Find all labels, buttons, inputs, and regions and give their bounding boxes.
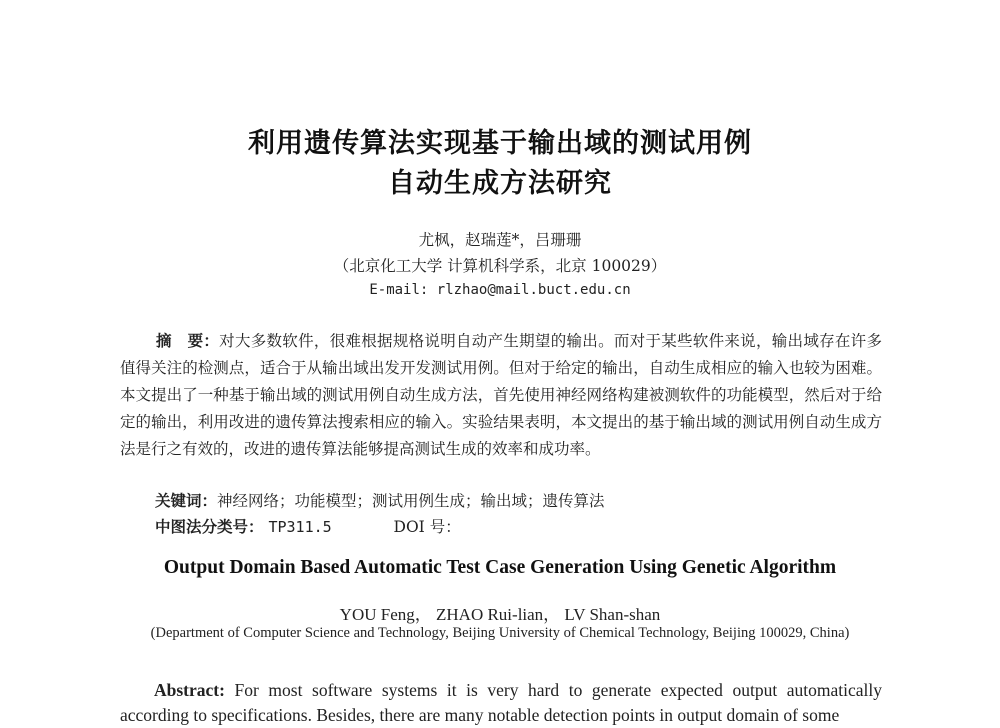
- en-affiliation: (Department of Computer Science and Technology, Beijing University of Chemical Technology, Beijing 100029, China): [150, 625, 850, 641]
- cn-abstract-label: 摘 要：: [156, 332, 220, 350]
- clc-value: TP311.5: [268, 518, 332, 536]
- clc-label: 中图法分类号：: [155, 518, 264, 536]
- en-abstract-text: For most software systems it is very hard to generate expected output automatically according to specifications. Besides, there are many notable detection points in output domain of some: [120, 680, 883, 725]
- en-abstract-label: Abstract:: [154, 680, 225, 700]
- cn-title-line-1: 利用遗传算法实现基于输出域的测试用例: [248, 128, 752, 159]
- en-authors: YOU Feng， ZHAO Rui-lian， LV Shan-shan: [339, 605, 661, 624]
- cn-keywords-text: 神经网络；功能模型；测试用例生成；输出域；遗传算法: [217, 492, 605, 510]
- author-email: E-mail: rlzhao@mail.buct.edu.cn: [369, 282, 631, 298]
- en-abstract: [120, 678, 882, 728]
- cn-abstract: [120, 328, 882, 463]
- cn-title-line-2: 自动生成方法研究: [388, 168, 612, 199]
- cn-keywords: [155, 489, 605, 511]
- cn-affiliation: （北京化工大学 计算机科学系，北京 100029）: [333, 257, 667, 275]
- doi-label: DOI 号：: [393, 518, 461, 536]
- cn-authors: 尤枫，赵瑞莲*，吕珊珊: [418, 231, 582, 249]
- cn-keywords-label: 关键词：: [155, 492, 218, 510]
- cn-abstract-text: 对大多数软件，很难根据规格说明自动产生期望的输出。而对于某些软件来说，输出域存在许多值得关注的检测点，适合于从输出域出发开发测试用例。但对于给定的输出，自动生成相应的输入也较为困难。本文提出了一种基于输出域的测试用例自动生成方法，首先使用神经网络构建被测软件的功能模型，然后对于给定的输出，利用改进的遗传算法搜索相应的输入。实验结果表明，本文提出的基于输出域的测试用例自动生成方法是行之有效的，改进的遗传算法能够提高测试生成的效率和成功率。: [120, 332, 882, 458]
- en-title: Output Domain Based Automatic Test Case Generation Using Genetic Algorithm: [163, 557, 837, 578]
- classification-line: [155, 515, 461, 537]
